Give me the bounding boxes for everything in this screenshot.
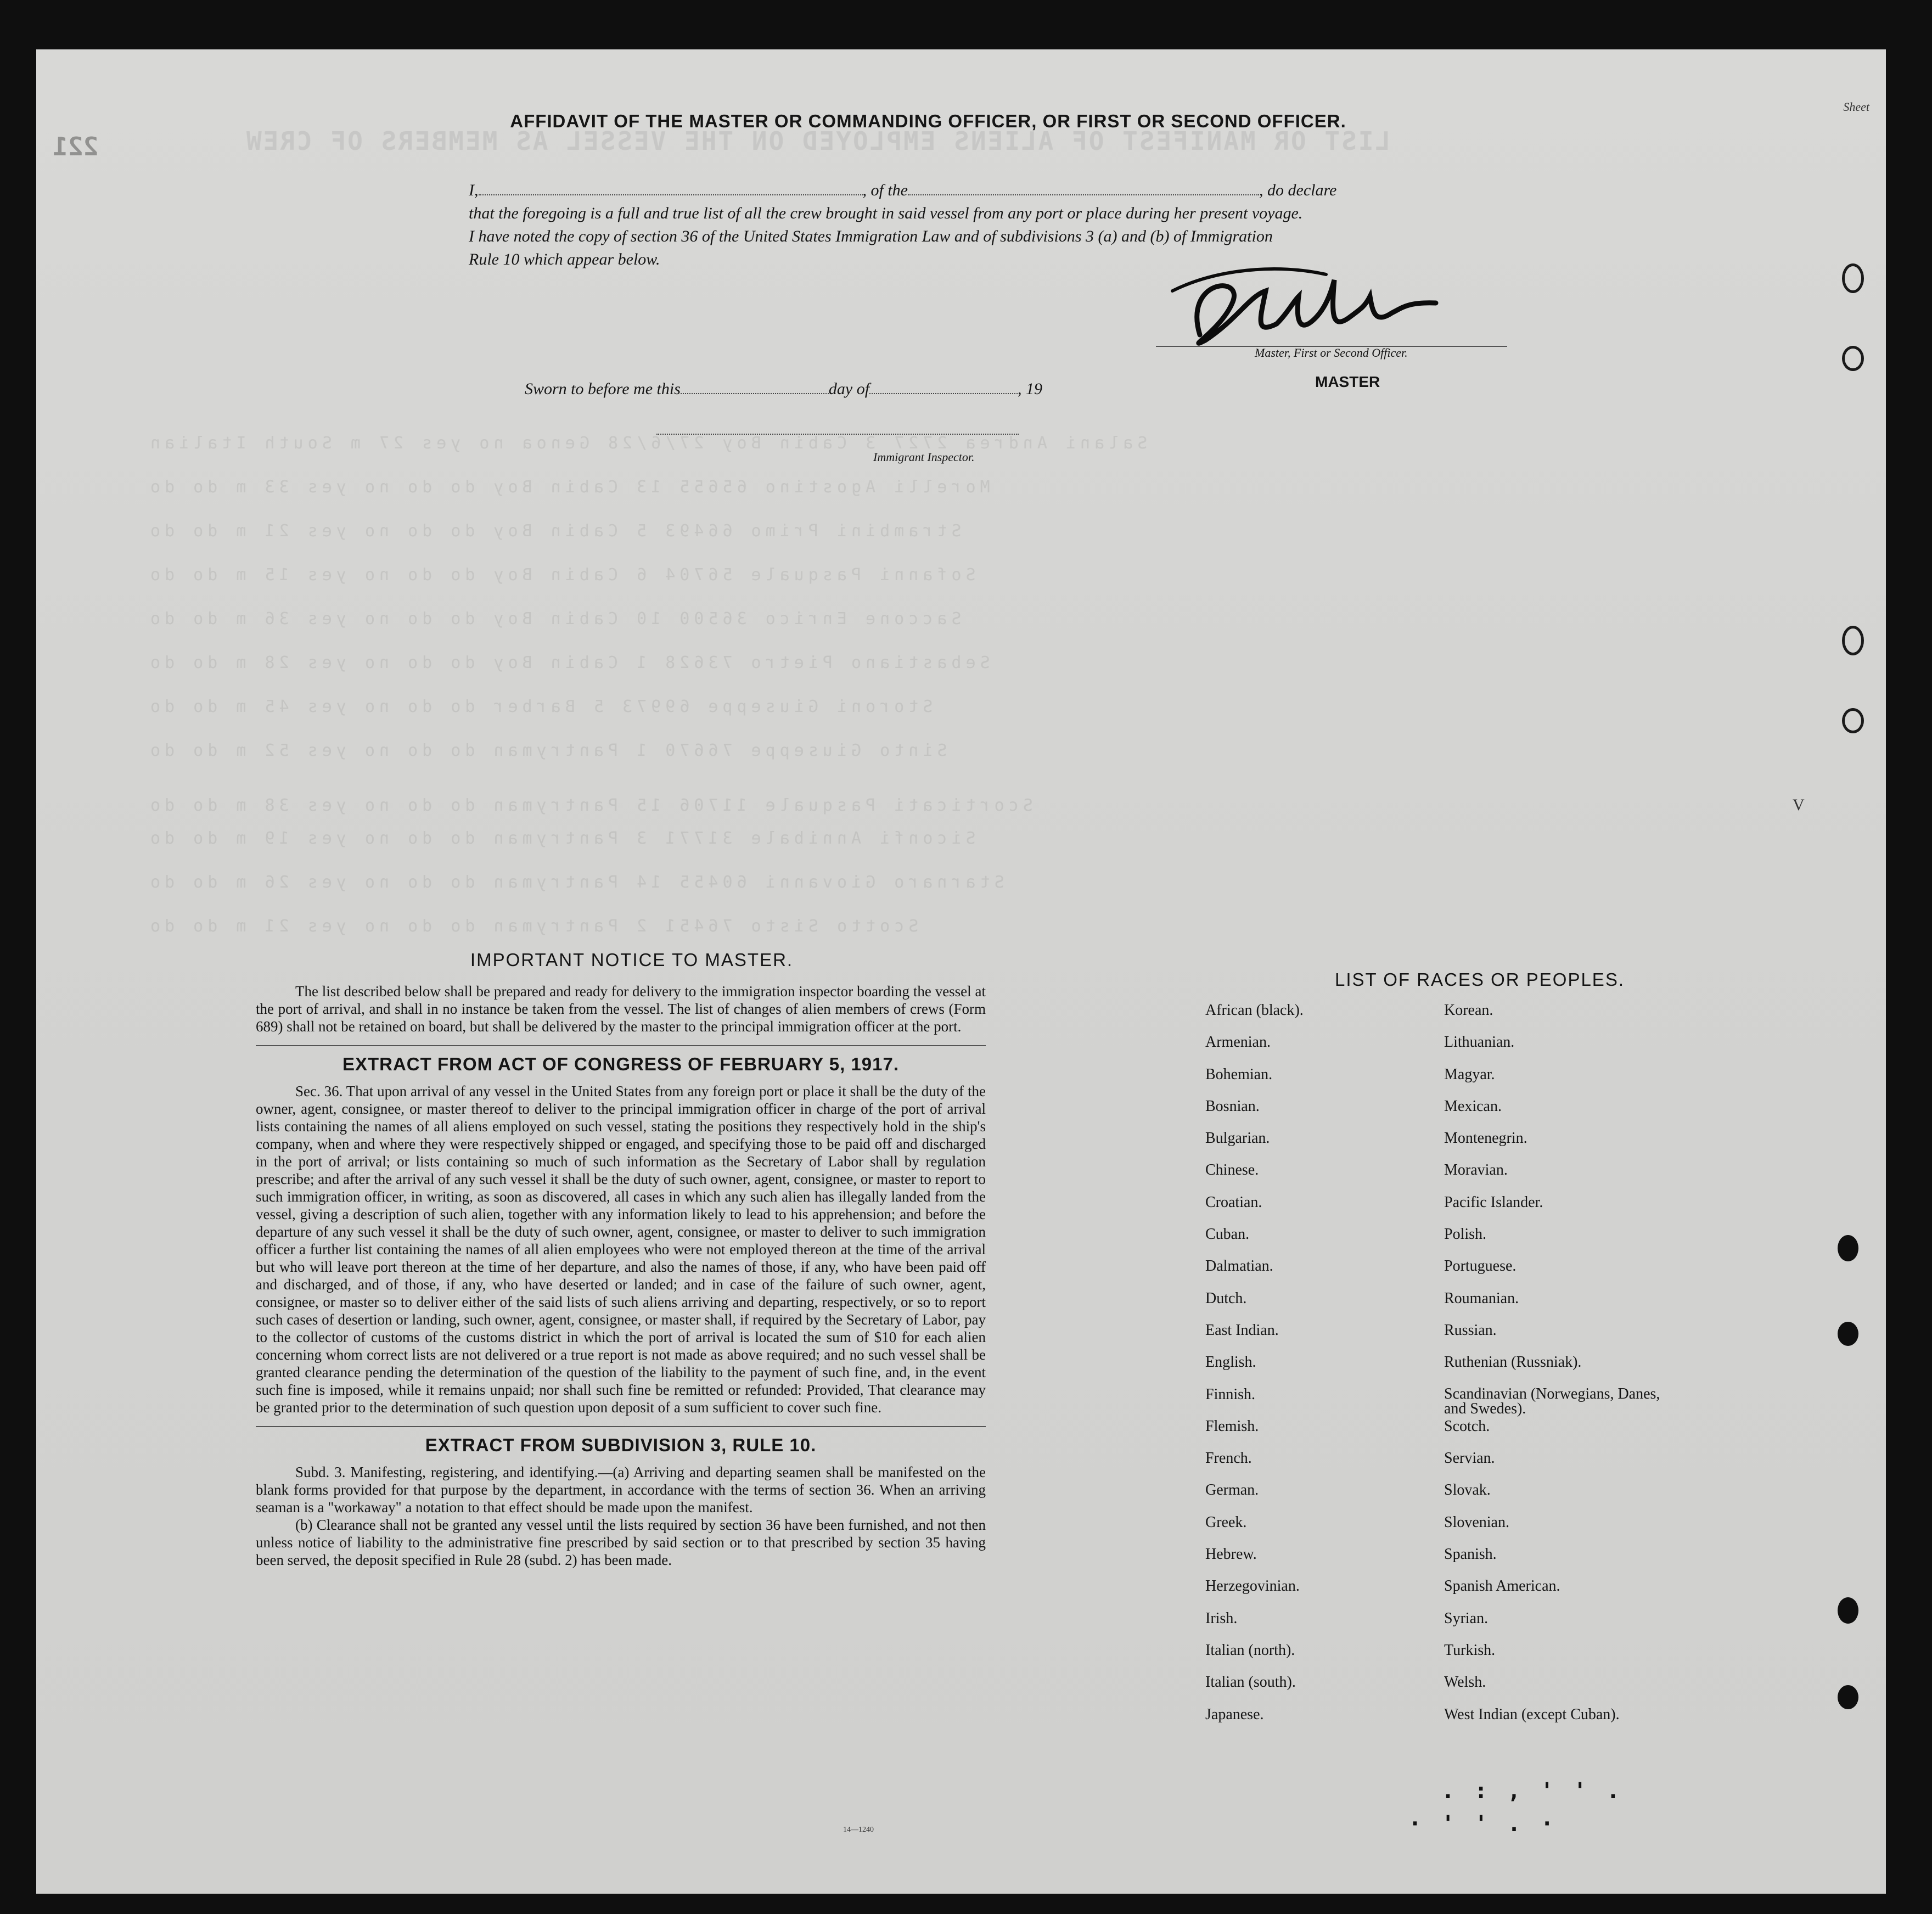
sworn-day-of: day of [828, 380, 870, 398]
race-item: Slovak. [1444, 1481, 1491, 1499]
ink-smudge: . : , ' ' . [1441, 1778, 1623, 1804]
rule-subd-b: (b) Clearance shall not be granted any vessel until the lists required by section 36 have been furnished, and not then unless notice of liability to the administrative fine prescribed by said section or to that prescribed by section 35 having been served, the deposit specified in Rule 28 (subd. 2) has been made. [256, 1517, 986, 1568]
binder-hole [1838, 1322, 1858, 1346]
decl-i-label: I, [469, 181, 479, 199]
master-label: MASTER [1315, 373, 1380, 390]
sworn-line [525, 379, 1042, 398]
ink-smudge-2: · ' ' . · [1408, 1811, 1557, 1837]
race-item: Italian (north). [1205, 1641, 1295, 1659]
race-item: Japanese. [1205, 1705, 1264, 1723]
race-item: Servian. [1444, 1450, 1495, 1467]
race-item: Cuban. [1205, 1226, 1250, 1243]
binder-hole [1842, 263, 1864, 293]
race-item: Spanish American. [1444, 1578, 1560, 1595]
race-item: Hebrew. [1205, 1546, 1257, 1563]
race-item: Welsh. [1444, 1674, 1486, 1691]
race-item: Dalmatian. [1205, 1258, 1273, 1275]
binder-hole [1838, 1685, 1858, 1709]
race-item: Korean. [1444, 1002, 1493, 1019]
race-item: Slovenian. [1444, 1513, 1509, 1531]
race-item: Spanish. [1444, 1546, 1497, 1563]
race-item: Ruthenian (Russniak). [1444, 1354, 1582, 1371]
races-title: LIST OF RACES OR PEOPLES. [1334, 969, 1625, 990]
decl-line-2: that the foregoing is a full and true list of all the crew brought in said vessel from any port or place during her present voyage. [469, 204, 1303, 222]
notice-title: IMPORTANT NOTICE TO MASTER. [470, 950, 794, 970]
vessel-name-field[interactable] [908, 180, 1259, 195]
affidavit-title: AFFIDAVIT OF THE MASTER OR COMMANDING OFFICER, OR FIRST OR SECOND OFFICER. [510, 111, 1346, 131]
race-item: Irish. [1205, 1609, 1238, 1627]
notice-body: The list described below shall be prepared and ready for delivery to the immigration inspector boarding the vessel at the port of arrival, and shall in no instance be taken from the vessel. The list of changes of alien members of crews (Form 689) shall not be retained on board, but shall be delivered by the master to the principal immigration officer at the port. [256, 983, 986, 1035]
notice-to-master [256, 950, 986, 1569]
decl-do-declare-label: , do declare [1259, 181, 1337, 199]
signature-caption: Master, First or Second Officer. [1255, 346, 1408, 360]
race-item: Croatian. [1205, 1193, 1262, 1211]
race-item: Scotch. [1444, 1417, 1490, 1435]
binder-hole [1838, 1597, 1858, 1624]
race-item: Bulgarian. [1205, 1130, 1270, 1147]
race-item: Magyar. [1444, 1065, 1495, 1083]
act-title: EXTRACT FROM ACT OF CONGRESS OF FEBRUARY 5, 1917. [256, 1045, 986, 1075]
manifest-page: LIST OR MANIFEST OF ALIENS EMPLOYED ON THE VESSEL AS MEMBERS OF CREW Salani Andrea 2727 3 Cabin Boy 27/6/28 Genoa no yes 27 m South Italian Morelli Agostino 65655 13 Cabin Boy do do no yes 33 m do do Strambini Primo 66493 5 Cabin Boy do do no yes 21 m do do Sofanni Pasquale 56704 6 Cabin Boy do do no yes 15 m do do Saccone Enrico 36500 10 Cabin Boy do do no yes 36 m do do Sebastiano Pietro 73628 1 Cabin Boy do do no yes 28 m do do Storoni Giuseppe 69973 5 Barber do do no yes 45 m do do Sinto Giuseppe 76670 1 Pantryman do do no yes 52 m do do Scorticati Pasquale 11706 15 Pantryman do do no yes 38 m do do Siconfi Annibale 31771 3 Pantryman do do no yes 19 m do do Starnaro Giovanni 60455 14 Pantryman do do no yes 26 m do do Scotto Sisto 76451 2 Pantryman do do no yes 21 m do do 221 Sheet AFFIDAVIT OF THE MASTER OR COMMANDING OFFICER, OR FIRST OR SECOND OFFICER. I, , of the , do declare that the foregoing is a full and true list of all the crew brought in said vessel from any port or place during her present voyage. I have noted the copy of section 36 of the United States Immigration Law and of subdivisions 3 (a) and (b) of Immigration Rule 10 which appear below. Master, First or Second Officer. MASTER Sworn to before me this day of , 19 Immigrant Inspector. IMPORTANT NOTICE TO MASTER. The list described below shall be prepared and ready for delivery to the immigration inspector boarding the vessel at the port of arrival, and shall in no instance be taken from the vessel. The list of changes of alien members of crews (Form 689) shall not be retained on board, but shall be delivered by the master to the principal immigration officer at the port. EXTRACT FROM ACT OF CONGRESS OF FEBRUARY 5, 1917. Sec. 36. That upon arrival of any vessel in the United States from any foreign port or place it shall be the duty of the owner, agent, consignee, or master thereof to deliver to the principal immigration officer in charge of the port of arrival lists containing the names of all aliens employed on such vessel, stating the positions they respectively hold in the ship's company, when and where they were respectively shipped or engaged, and specifying those to be paid off and discharged in the port of arrival; or lists containing so much of such information as the Secretary of Labor shall by regulation prescribe; and after the arrival of any such vessel it shall be the duty of such owner, agent, consignee, or master to report to such immigration officer, in writing, as soon as discovered, all cases in which any such alien has illegally landed from the vessel, giving a description of such alien, together with any information likely to lead to his apprehension; and before the departure of any such vessel it shall be the duty of such owner, agent, consignee, or master to deliver to such immigration officer a further list containing the names of all alien employees who were not employed thereon at the time of the arrival but who will leave port thereon at the time of her departure, and also the names of those, if any, who have been paid off and discharged, and of those, if any, who have deserted or landed; and in case of the failure of such owner, agent, consignee, or master so to deliver either of the said lists of such aliens arriving and departing, respectively, or so to report such cases of desertion or landing, such owner, agent, consignee, or master shall, if required by the Secretary of Labor, pay to the collector of customs of the customs district in which the port of arrival is located the sum of $10 for each alien concerning whom correct lists are not delivered or a true report is not made as above required; and no such vessel shall be granted clearance pending the determination of the question of the liability to the payment of such fine, and, in the event such fine is imposed, while it remains unpaid; nor shall such fine be remitted or refunded: Provided, That clearance may be granted prior to the determination of such question upon deposit of a sum sufficient to cover such fine. EXTRACT FROM SUBDIVISION 3, RULE 10. Subd. 3. Manifesting, registering, and identifying.—(a) Arriving and departing seamen shall be manifested on the blank forms provided for that purpose by the department, in accordance with the terms of section 36. When an arriving seaman is a "workaway" a notation to that effect should be made upon the manifest. (b) Clearance shall not be granted any vessel until the lists required by section 36 have been furnished, and not then unless notice of liability to the administrative fine prescribed by said section or to that prescribed by section 35 having been served, the deposit specified in Rule 28 (subd. 2) has been made. 14—1240 LIST OF RACES OR PEOPLES. African (black). Armenian. Bohemian. Bosnian. Bulgarian. Chinese. Croatian. Cuban. Dalmatian. Dutch. East Indian. English. Finnish. Flemish. French. German. Greek. Hebrew. Herzegovinian. Irish. Italian (north). Italian (south). Japanese. Korean. Lithuanian. Magyar. Mexican. Montenegrin. Moravian. Pacific Islander. Polish. Portuguese. Roumanian. Russian. Ruthenian (Russniak). Scandinavian (Norwegians, Danes, and Swedes). Scotch. Servian. Slovak. Slovenian. Spanish. Spanish American. Syrian. Turkish. Welsh. West Indian (except Cuban). V . : , ' ' . · ' ' . · [36, 49, 1886, 1894]
decl-line-4: Rule 10 which appear below. [469, 250, 660, 268]
races-left-column [1205, 1002, 1439, 1738]
binder-hole [1838, 1235, 1858, 1261]
race-item: Scandinavian (Norwegians, Danes, and Swedes). [1444, 1385, 1660, 1417]
inspector-label: Immigrant Inspector. [873, 450, 975, 464]
race-item: Bosnian. [1205, 1097, 1260, 1115]
race-item: Bohemian. [1205, 1065, 1273, 1083]
race-item: Dutch. [1205, 1289, 1247, 1307]
race-item: West Indian (except Cuban). [1444, 1705, 1620, 1723]
tick-mark: V [1793, 796, 1805, 814]
race-item: Lithuanian. [1444, 1034, 1515, 1051]
sworn-day-field[interactable] [681, 379, 829, 394]
race-item: Moravian. [1444, 1161, 1508, 1179]
sworn-month-field[interactable] [869, 379, 1018, 394]
race-item: East Indian. [1205, 1321, 1279, 1339]
sheet-label: Sheet [1843, 100, 1869, 114]
races-list [1205, 969, 1677, 1738]
race-item: Roumanian. [1444, 1289, 1519, 1307]
sheet-number-bleed: 221 [53, 132, 99, 161]
race-item: Turkish. [1444, 1641, 1496, 1659]
decl-of-the-label: , of the [862, 181, 908, 199]
decl-line-3: I have noted the copy of section 36 of the United States Immigration Law and of subdivisions 3 (a) and (b) of Immigration [469, 227, 1273, 245]
sworn-year: , 19 [1018, 380, 1043, 398]
act-body: Sec. 36. That upon arrival of any vessel in the United States from any foreign port or place it shall be the duty of the owner, agent, consignee, or master thereof to deliver to the principal immigration officer in charge of the port of arrival lists containing the names of all aliens employed on such vessel, stating the positions they respectively hold in the ship's company, when and where they were respectively shipped or engaged, and specifying those to be paid off and discharged in the port of arrival; or lists containing so much of such information as the Secretary of Labor shall by regulation prescribe; and after the arrival of any such vessel it shall be the duty of such owner, agent, consignee, or master to report to such immigration officer, in writing, as soon as discovered, all cases in which any such alien has illegally landed from the vessel, giving a description of such alien, together with any information likely to lead to his apprehension; and before the departure of any such vessel it shall be the duty of such owner, agent, consignee, or master to deliver to such immigration officer a further list containing the names of all alien employees who were not employed thereon at the time of the arrival but who will leave port thereon at the time of her departure, and also the names of those, if any, who have been paid off and discharged, and of those, if any, who have deserted or landed; and in case of the failure of such owner, agent, consignee, or master so to deliver either of the said lists of such aliens arriving and departing, respectively, or so to report such cases of desertion or landing, such owner, agent, consignee, or master shall, if required by the Secretary of Labor, pay to the collector of customs of the customs district in which the port of arrival is located the sum of $10 for each alien concerning whom correct lists are not delivered or a true report is not made as above required; and no such vessel shall be granted clearance pending the determination of the question of the liability to the payment of such fine, and, in the event such fine is imposed, while it remains unpaid; nor shall such fine be remitted or refunded: Provided, That clearance may be granted prior to the determination of such question upon deposit of a sum sufficient to cover such fine. [256, 1083, 986, 1416]
race-item: Mexican. [1444, 1097, 1502, 1115]
race-item: African (black). [1205, 1002, 1304, 1019]
binder-hole [1842, 346, 1864, 371]
rule-subd-a: Subd. 3. Manifesting, registering, and identifying.—(a) Arriving and departing seamen shall be manifested on the blank forms provided for that purpose by the department, in accordance with the terms of section 36. When an arriving seaman is a "workaway" a notation to that effect should be made upon the manifest. [256, 1464, 986, 1516]
officer-name-field[interactable] [479, 180, 863, 195]
sworn-prefix: Sworn to before me this [525, 380, 681, 398]
race-item: Russian. [1444, 1321, 1497, 1339]
race-item: German. [1205, 1481, 1259, 1499]
race-item: Flemish. [1205, 1417, 1259, 1435]
race-item: Herzegovinian. [1205, 1578, 1300, 1595]
race-item: Syrian. [1444, 1609, 1489, 1627]
races-right-column [1439, 1002, 1677, 1738]
rule-title: EXTRACT FROM SUBDIVISION 3, RULE 10. [256, 1426, 986, 1456]
race-item: Pacific Islander. [1444, 1193, 1543, 1211]
form-code: 14—1240 [843, 1826, 874, 1834]
race-item: French. [1205, 1450, 1252, 1467]
race-item: Portuguese. [1444, 1258, 1517, 1275]
race-item: Greek. [1205, 1513, 1247, 1531]
binder-hole [1842, 708, 1864, 733]
race-item: Montenegrin. [1444, 1130, 1527, 1147]
race-item: Chinese. [1205, 1161, 1259, 1179]
race-item: Italian (south). [1205, 1674, 1296, 1691]
race-item: Polish. [1444, 1226, 1487, 1243]
race-item: English. [1205, 1354, 1256, 1371]
race-item: Finnish. [1205, 1385, 1256, 1403]
declaration-block [469, 179, 1561, 271]
binder-hole [1842, 626, 1864, 655]
race-item: Armenian. [1205, 1034, 1271, 1051]
inspector-signature-field[interactable] [656, 434, 1019, 435]
